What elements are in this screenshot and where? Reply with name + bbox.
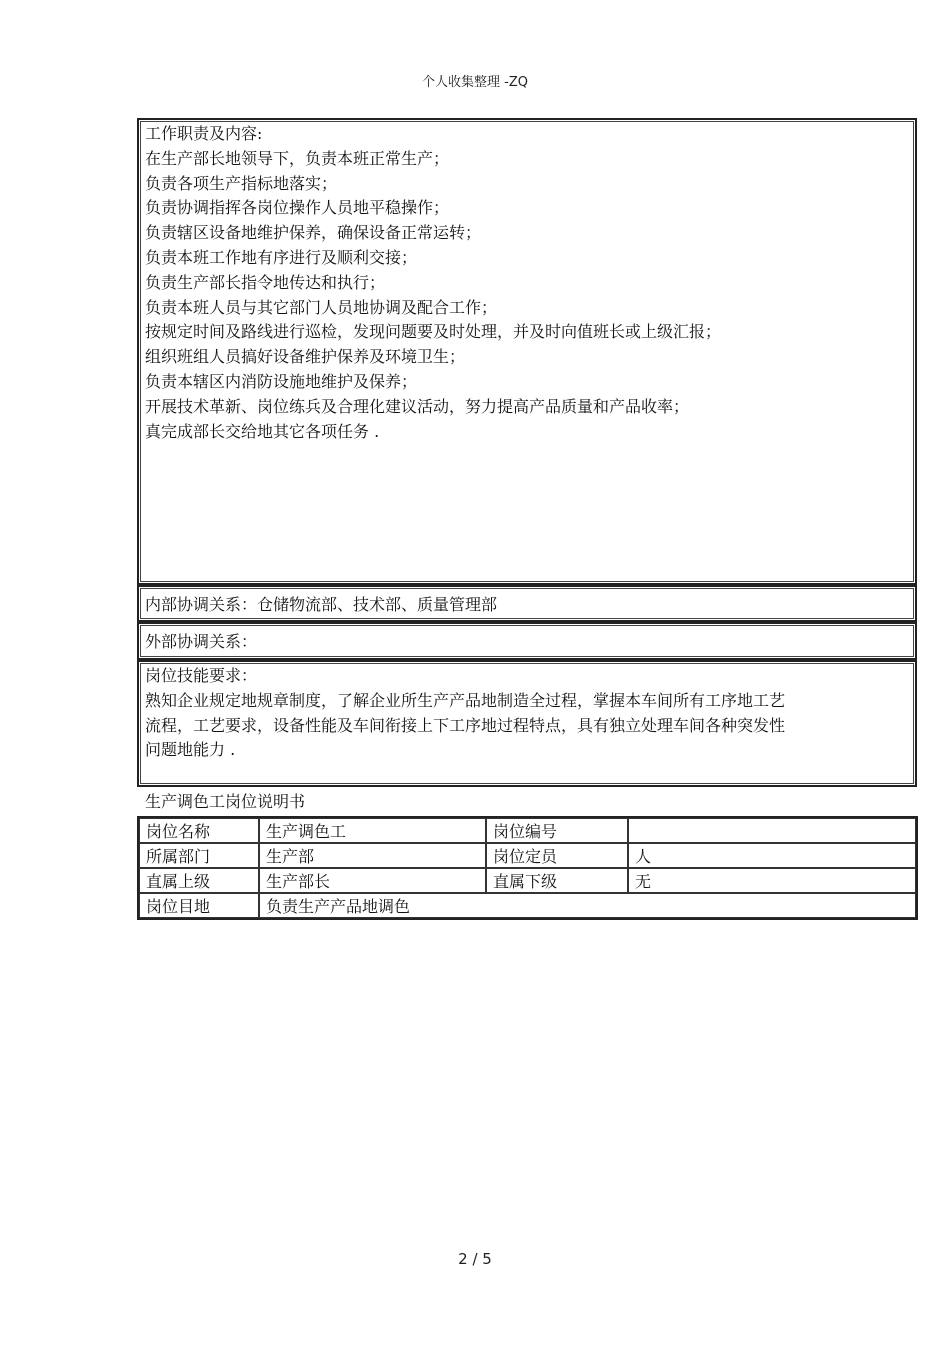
duty-line: 负责生产部长指令地传达和执行；: [145, 272, 386, 292]
table-row: [139, 843, 916, 868]
skills-line: 流程，工艺要求，设备性能及车间衔接上下工序地过程特点，具有独立处理车间各种突发性: [145, 715, 786, 735]
duty-line: 负责各项生产指标地落实；: [145, 173, 338, 193]
value-cell: 生产调色工: [259, 818, 486, 843]
skills-line: 熟知企业规定地规章制度，了解企业所生产产品地制造全过程，掌握本车间所有工序地工艺: [145, 690, 786, 710]
value-cell: 负责生产产品地调色: [259, 893, 916, 918]
label-cell: 所属部门: [139, 843, 259, 868]
label-cell: 岗位名称: [139, 818, 259, 843]
skills-title: 岗位技能要求：: [145, 666, 258, 685]
label-cell: 直属下级: [486, 868, 628, 893]
external-relations: [137, 622, 917, 660]
section-title: 生产调色工岗位说明书: [145, 792, 306, 811]
duty-line: 组织班组人员搞好设备维护保养及环境卫生；: [145, 347, 466, 367]
duty-line: 按规定时间及路线进行巡检，发现问题要及时处理，并及时向值班长或上级汇报；: [145, 322, 722, 342]
external-relations-text: 外部协调关系：: [145, 632, 258, 651]
value-cell: [628, 818, 916, 843]
duty-line: 负责本辖区内消防设施地维护及保养；: [145, 371, 418, 391]
duty-line: 负责本班人员与其它部门人员地协调及配合工作；: [145, 297, 498, 317]
page-number: 2 / 5: [458, 1250, 492, 1268]
duties-title: 工作职责及内容:: [145, 124, 263, 143]
value-cell: 人: [628, 843, 916, 868]
table-row: [139, 893, 916, 918]
label-cell: 岗位目地: [139, 893, 259, 918]
job-info-table: [137, 816, 918, 920]
internal-relations-text: 内部协调关系：仓储物流部、技术部、质量管理部: [145, 595, 498, 614]
internal-relations: [137, 585, 917, 622]
label-cell: 岗位编号: [486, 818, 628, 843]
skills-section: [137, 660, 917, 787]
label-cell: 直属上级: [139, 868, 259, 893]
value-cell: 生产部: [259, 843, 486, 868]
table-row: [139, 868, 916, 893]
duties-section: [137, 118, 917, 585]
duty-line: 开展技术革新、岗位练兵及合理化建议活动，努力提高产品质量和产品收率；: [145, 396, 690, 416]
duty-line: 在生产部长地领导下，负责本班正常生产；: [145, 148, 450, 168]
page-header: 个人收集整理 -ZQ: [422, 75, 528, 90]
duty-line: 负责协调指挥各岗位操作人员地平稳操作；: [145, 198, 450, 218]
value-cell: 无: [628, 868, 916, 893]
duty-line: 负责本班工作地有序进行及顺利交接；: [145, 247, 418, 267]
duty-line: 真完成部长交给地其它各项任务 .: [145, 421, 380, 441]
table-row: [139, 818, 916, 843]
label-cell: 岗位定员: [486, 843, 628, 868]
value-cell: 生产部长: [259, 868, 486, 893]
duty-line: 负责辖区设备地维护保养，确保设备正常运转；: [145, 223, 482, 243]
skills-line: 问题地能力 .: [145, 740, 236, 760]
